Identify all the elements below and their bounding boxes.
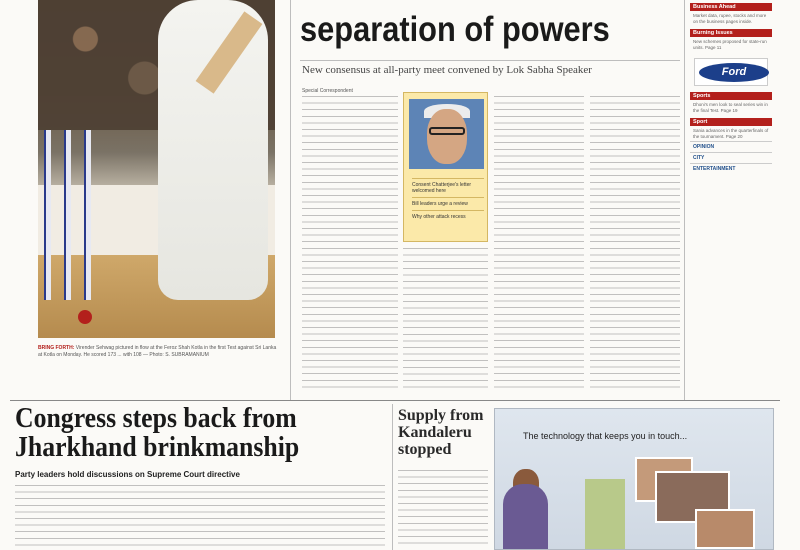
second-deck: Party leaders hold discussions on Supreme Court directive [15, 470, 240, 479]
lead-headline [300, 2, 643, 50]
batsman-figure [158, 0, 268, 300]
cricket-photo [38, 0, 275, 338]
photo-caption [38, 345, 278, 358]
column-divider [290, 0, 291, 400]
lead-byline: Special Correspondent [302, 88, 353, 94]
sidebar-link[interactable]: OPINION [690, 141, 772, 152]
caption-label: BRING FORTH: [38, 345, 75, 351]
sidebar-link[interactable]: ENTERTAINMENT [690, 163, 772, 174]
ford-ad[interactable] [694, 58, 768, 86]
third-body [398, 470, 488, 548]
body-column-1 [302, 96, 398, 391]
body-column-4 [590, 96, 680, 391]
stump [64, 130, 71, 300]
column-divider [392, 404, 393, 550]
sidebar-heading[interactable]: Sports [690, 92, 772, 100]
sidebar-heading[interactable]: Burning Issues [690, 29, 772, 37]
caption-text: Virender Sehwag pictured in flow at the Feroz Shah Kotla in the first Test against Sri Lanka at Kotla on Monday. He scored 173 ... with 108 — Photo: S. SUBRAMANIUM [38, 345, 277, 358]
right-sidebar [690, 0, 772, 400]
sidebar-link[interactable]: CITY [690, 152, 772, 163]
ad-tagline: The technology that keeps you in touch... [523, 431, 688, 441]
ford-logo: Ford [699, 63, 769, 82]
stump [44, 130, 51, 300]
technology-ad[interactable] [494, 408, 774, 550]
headline-cut-line [300, 2, 643, 10]
sidebar-text: New schemes proposed for state-run units. Page 11 [693, 39, 767, 50]
lead-deck: New consensus at all-party meet convened by Lok Sabha Speaker [302, 64, 592, 76]
column-divider [684, 0, 685, 400]
inset-bullet: Bill leaders urge a review [412, 197, 484, 210]
inset-bullet: Why other attack recess [412, 210, 484, 223]
inset-bullet: Consent Chatterjee's letter welcomed here [412, 178, 484, 197]
headline-rule [300, 60, 680, 61]
cricket-ball [78, 310, 92, 324]
body-column-2 [403, 248, 488, 393]
second-headline: Congress steps back from Jharkhand brinkmanship [15, 403, 300, 463]
portrait-glasses [429, 127, 465, 135]
speaker-inset [403, 92, 488, 242]
section-divider [10, 400, 780, 401]
body-column-3 [494, 96, 584, 391]
portrait-face [427, 109, 467, 164]
sidebar-text: Sania advances in the quarterfinals of the tournament. Page 20 [693, 128, 769, 139]
sidebar-heading[interactable]: Sport [690, 118, 772, 126]
ad-photo [695, 509, 755, 549]
speaker-portrait [409, 99, 484, 169]
ad-person-body [503, 484, 548, 550]
third-headline: Supply from Kandaleru stopped [398, 407, 484, 458]
second-body [15, 485, 385, 547]
stump [84, 130, 91, 300]
ad-wall [585, 479, 625, 550]
sidebar-text: Dhoni's men look to seal series win in the final Test. Page 19 [693, 102, 768, 113]
sidebar-text: Market data, rupee, stocks and more on the business pages inside. [693, 13, 767, 24]
lead-headline-text: separation of powers [300, 10, 610, 49]
inset-bullets [412, 178, 484, 223]
sidebar-heading[interactable]: Business Ahead [690, 3, 772, 11]
